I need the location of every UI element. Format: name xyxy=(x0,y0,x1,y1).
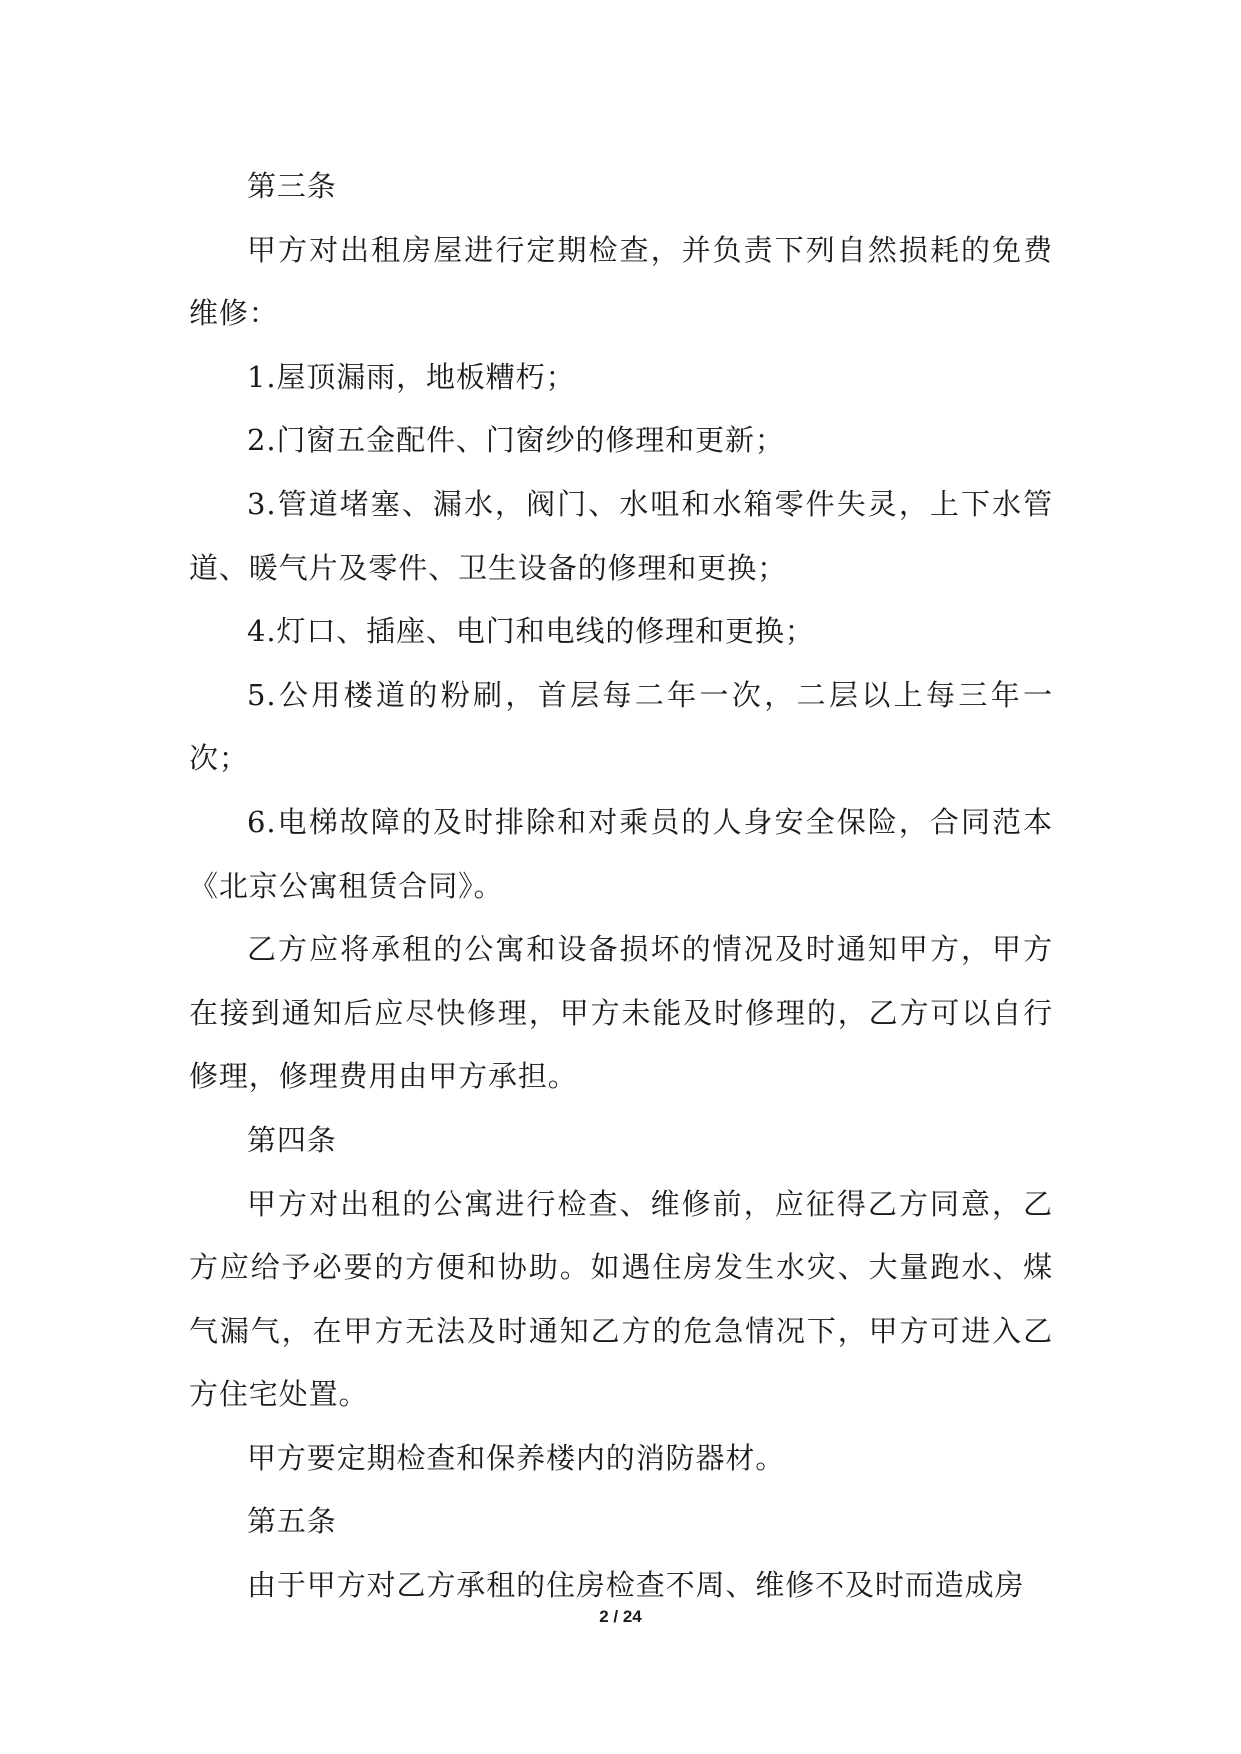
paragraph: 甲方要定期检查和保养楼内的消防器材。 xyxy=(247,1440,786,1475)
paragraph: 甲方对出租房屋进行定期检查，并负责下列自然损耗的免费维修： xyxy=(189,232,1053,331)
list-item-6: 6.电梯故障的及时排除和对乘员的人身安全保险，合同范本《北京公寓租赁合同》。 xyxy=(189,804,1053,903)
document-body xyxy=(189,155,1053,1618)
list-item-1: 1.屋顶漏雨，地板糟朽； xyxy=(247,359,576,394)
list-item-3: 3.管道堵塞、漏水，阀门、水咀和水箱零件失灵，上下水管道、暖气片及零件、卫生设备的修理和更换； xyxy=(189,486,1053,585)
article-heading-3: 第三条 xyxy=(247,169,337,203)
paragraph: 由于甲方对乙方承租的住房检查不周、维修不及时而造成房 xyxy=(247,1568,1025,1603)
list-item-2: 2.门窗五金配件、门窗纱的修理和更新； xyxy=(247,423,785,458)
list-item-5: 5.公用楼道的粉刷，首层每二年一次，二层以上每三年一次； xyxy=(189,677,1053,776)
page-number: 2 / 24 xyxy=(599,1607,642,1626)
article-heading-5: 第五条 xyxy=(247,1504,337,1539)
article-heading-4: 第四条 xyxy=(247,1122,337,1157)
paragraph: 甲方对出租的公寓进行检查、维修前，应征得乙方同意，乙方应给予必要的方便和协助。如遇住房发生水灾、大量跑水、煤气漏气，在甲方无法及时通知乙方的危急情况下，甲方可进入乙方住宅处置。 xyxy=(189,1186,1053,1412)
list-item-4: 4.灯口、插座、电门和电线的修理和更换； xyxy=(247,614,815,649)
paragraph: 乙方应将承租的公寓和设备损坏的情况及时通知甲方，甲方在接到通知后应尽快修理，甲方未能及时修理的，乙方可以自行修理，修理费用由甲方承担。 xyxy=(189,932,1053,1094)
